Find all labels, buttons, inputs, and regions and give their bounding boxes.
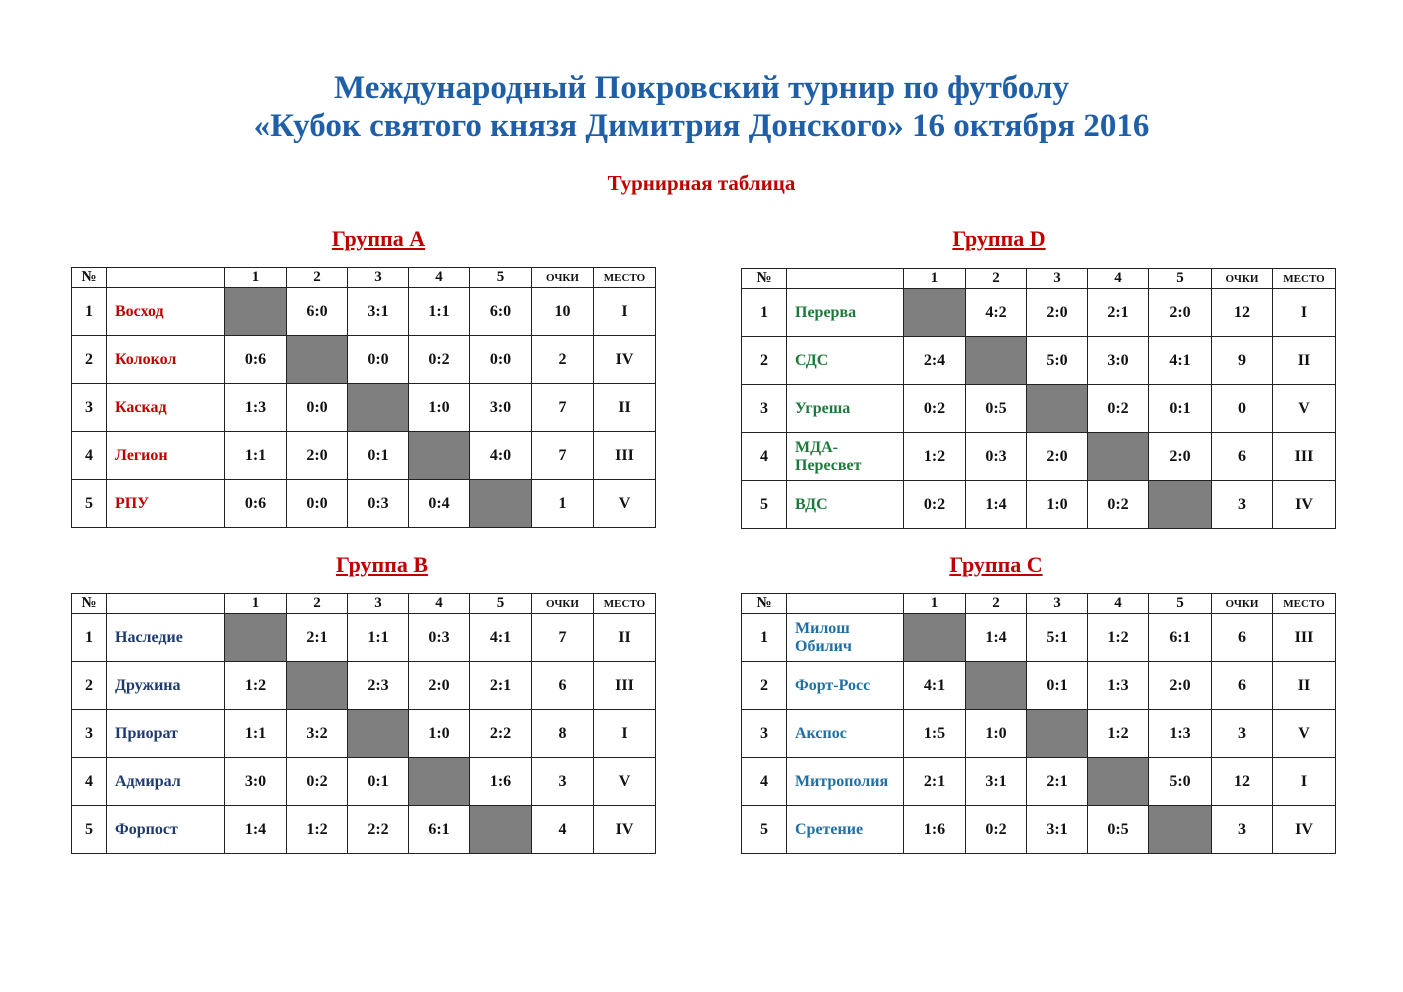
match-result: 1:0 <box>1027 481 1088 529</box>
match-result: 2:0 <box>1027 433 1088 481</box>
table-row <box>742 385 1336 433</box>
table-row <box>72 758 656 806</box>
table-row <box>72 384 656 432</box>
match-result: 5:0 <box>1027 337 1088 385</box>
header-team <box>787 269 904 289</box>
group-a-title: Группа А <box>331 226 426 251</box>
match-result: 1:4 <box>225 806 287 854</box>
row-number: 4 <box>742 758 787 806</box>
match-result: 0:2 <box>287 758 348 806</box>
row-number: 5 <box>72 806 107 854</box>
header-col-2: 2 <box>966 594 1027 614</box>
header-team <box>107 268 225 288</box>
match-result: 1:0 <box>966 710 1027 758</box>
match-result: 0:3 <box>348 480 409 528</box>
match-result: 4:1 <box>470 614 532 662</box>
header-points: ОЧКИ <box>532 594 594 614</box>
header-row <box>742 594 1336 614</box>
team-name: СДС <box>787 337 904 385</box>
team-name: ВДС <box>787 481 904 529</box>
team-name: Дружина <box>107 662 225 710</box>
match-result: 0:3 <box>966 433 1027 481</box>
header-col-5: 5 <box>1149 269 1212 289</box>
header-place: МЕСТО <box>1273 269 1336 289</box>
place-cell: V <box>594 758 656 806</box>
table-row <box>72 662 656 710</box>
self-match-cell <box>1088 433 1149 481</box>
match-result: 2:0 <box>287 432 348 480</box>
self-match-cell <box>966 662 1027 710</box>
table-row <box>72 432 656 480</box>
points-cell: 6 <box>532 662 594 710</box>
self-match-cell <box>470 480 532 528</box>
team-name: Митрополия <box>787 758 904 806</box>
row-number: 2 <box>72 662 107 710</box>
match-result: 2:1 <box>1088 289 1149 337</box>
match-result: 6:1 <box>1149 614 1212 662</box>
table-row <box>742 758 1336 806</box>
team-name: РПУ <box>107 480 225 528</box>
team-name: Акспос <box>787 710 904 758</box>
match-result: 2:0 <box>409 662 470 710</box>
row-number: 5 <box>742 481 787 529</box>
self-match-cell <box>348 710 409 758</box>
header-col-4: 4 <box>409 268 470 288</box>
match-result: 2:3 <box>348 662 409 710</box>
points-cell: 3 <box>1212 710 1273 758</box>
header-num: № <box>742 269 787 289</box>
team-name: Каскад <box>107 384 225 432</box>
header-row <box>742 269 1336 289</box>
group-a-table <box>71 267 656 528</box>
team-name: Перерва <box>787 289 904 337</box>
match-result: 2:2 <box>470 710 532 758</box>
match-result: 0:0 <box>287 480 348 528</box>
match-result: 0:6 <box>225 480 287 528</box>
row-number: 4 <box>72 758 107 806</box>
self-match-cell <box>966 337 1027 385</box>
header-col-1: 1 <box>225 268 287 288</box>
self-match-cell <box>470 806 532 854</box>
table-row <box>742 433 1336 481</box>
match-result: 0:2 <box>1088 481 1149 529</box>
match-result: 6:0 <box>287 288 348 336</box>
match-result: 5:1 <box>1027 614 1088 662</box>
place-cell: III <box>1273 614 1336 662</box>
self-match-cell <box>225 614 287 662</box>
match-result: 0:6 <box>225 336 287 384</box>
place-cell: V <box>1273 385 1336 433</box>
match-result: 4:2 <box>966 289 1027 337</box>
place-cell: II <box>1273 337 1336 385</box>
match-result: 3:1 <box>966 758 1027 806</box>
match-result: 0:0 <box>287 384 348 432</box>
title-line-1: Международный Покровский турнир по футболу <box>334 70 1069 106</box>
points-cell: 6 <box>1212 433 1273 481</box>
place-cell: II <box>1273 662 1336 710</box>
points-cell: 3 <box>1212 806 1273 854</box>
points-cell: 0 <box>1212 385 1273 433</box>
place-cell: V <box>1273 710 1336 758</box>
team-name: МДА-Пересвет <box>787 433 904 481</box>
header-col-4: 4 <box>1088 594 1149 614</box>
group-d-table <box>741 268 1336 529</box>
match-result: 1:2 <box>287 806 348 854</box>
match-result: 1:4 <box>966 614 1027 662</box>
header-team <box>107 594 225 614</box>
row-number: 3 <box>72 710 107 758</box>
header-col-2: 2 <box>966 269 1027 289</box>
row-number: 3 <box>72 384 107 432</box>
points-cell: 9 <box>1212 337 1273 385</box>
points-cell: 3 <box>532 758 594 806</box>
place-cell: I <box>594 288 656 336</box>
row-number: 1 <box>742 289 787 337</box>
match-result: 1:4 <box>966 481 1027 529</box>
team-name: Форт-Росс <box>787 662 904 710</box>
row-number: 2 <box>742 337 787 385</box>
group-c-table <box>741 593 1336 854</box>
row-number: 4 <box>72 432 107 480</box>
match-result: 2:0 <box>1149 433 1212 481</box>
match-result: 4:0 <box>470 432 532 480</box>
header-num: № <box>72 594 107 614</box>
points-cell: 1 <box>532 480 594 528</box>
match-result: 2:2 <box>348 806 409 854</box>
table-row <box>742 662 1336 710</box>
match-result: 0:2 <box>1088 385 1149 433</box>
match-result: 1:3 <box>1149 710 1212 758</box>
match-result: 0:2 <box>966 806 1027 854</box>
header-num: № <box>742 594 787 614</box>
place-cell: III <box>594 432 656 480</box>
table-row <box>742 481 1336 529</box>
place-cell: II <box>594 384 656 432</box>
header-row <box>72 268 656 288</box>
team-name: Наследие <box>107 614 225 662</box>
match-result: 1:0 <box>409 384 470 432</box>
row-number: 3 <box>742 710 787 758</box>
match-result: 2:0 <box>1027 289 1088 337</box>
header-col-1: 1 <box>904 269 966 289</box>
header-col-2: 2 <box>287 268 348 288</box>
header-num: № <box>72 268 107 288</box>
match-result: 0:0 <box>470 336 532 384</box>
place-cell: III <box>1273 433 1336 481</box>
header-col-3: 3 <box>348 594 409 614</box>
row-number: 3 <box>742 385 787 433</box>
match-result: 3:1 <box>348 288 409 336</box>
header-col-5: 5 <box>1149 594 1212 614</box>
row-number: 1 <box>72 288 107 336</box>
match-result: 6:0 <box>470 288 532 336</box>
match-result: 1:0 <box>409 710 470 758</box>
place-cell: I <box>594 710 656 758</box>
points-cell: 7 <box>532 432 594 480</box>
header-col-1: 1 <box>225 594 287 614</box>
header-place: МЕСТО <box>594 594 656 614</box>
match-result: 2:1 <box>904 758 966 806</box>
header-col-3: 3 <box>348 268 409 288</box>
points-cell: 10 <box>532 288 594 336</box>
header-points: ОЧКИ <box>1212 594 1273 614</box>
team-name: Приорат <box>107 710 225 758</box>
team-name: Адмирал <box>107 758 225 806</box>
points-cell: 12 <box>1212 289 1273 337</box>
table-row <box>742 806 1336 854</box>
self-match-cell <box>409 432 470 480</box>
match-result: 3:0 <box>225 758 287 806</box>
self-match-cell <box>1149 806 1212 854</box>
place-cell: IV <box>594 336 656 384</box>
match-result: 1:2 <box>225 662 287 710</box>
match-result: 0:2 <box>409 336 470 384</box>
place-cell: V <box>594 480 656 528</box>
team-name: Колокол <box>107 336 225 384</box>
team-name: Угреша <box>787 385 904 433</box>
team-name: Сретение <box>787 806 904 854</box>
self-match-cell <box>348 384 409 432</box>
group-d-title: Группа D <box>952 226 1046 251</box>
place-cell: III <box>594 662 656 710</box>
match-result: 0:5 <box>966 385 1027 433</box>
match-result: 1:2 <box>1088 614 1149 662</box>
table-row <box>742 710 1336 758</box>
match-result: 0:2 <box>904 481 966 529</box>
header-col-4: 4 <box>1088 269 1149 289</box>
match-result: 3:2 <box>287 710 348 758</box>
points-cell: 4 <box>532 806 594 854</box>
self-match-cell <box>904 289 966 337</box>
table-row <box>72 480 656 528</box>
match-result: 4:1 <box>904 662 966 710</box>
place-cell: IV <box>1273 481 1336 529</box>
match-result: 2:1 <box>470 662 532 710</box>
match-result: 1:5 <box>904 710 966 758</box>
match-result: 3:0 <box>470 384 532 432</box>
self-match-cell <box>225 288 287 336</box>
match-result: 1:2 <box>1088 710 1149 758</box>
match-result: 2:4 <box>904 337 966 385</box>
self-match-cell <box>904 614 966 662</box>
team-name: Восход <box>107 288 225 336</box>
header-points: ОЧКИ <box>532 268 594 288</box>
header-col-1: 1 <box>904 594 966 614</box>
team-name: Милош Обилич <box>787 614 904 662</box>
match-result: 5:0 <box>1149 758 1212 806</box>
match-result: 0:2 <box>904 385 966 433</box>
header-row <box>72 594 656 614</box>
points-cell: 6 <box>1212 662 1273 710</box>
row-number: 4 <box>742 433 787 481</box>
subtitle: Турнирная таблица <box>607 171 796 195</box>
match-result: 3:0 <box>1088 337 1149 385</box>
table-row <box>72 336 656 384</box>
self-match-cell <box>1088 758 1149 806</box>
place-cell: II <box>594 614 656 662</box>
title-line-2: «Кубок святого князя Димитрия Донского» 16 октября 2016 <box>253 108 1150 144</box>
table-row <box>742 289 1336 337</box>
row-number: 1 <box>742 614 787 662</box>
match-result: 3:1 <box>1027 806 1088 854</box>
points-cell: 2 <box>532 336 594 384</box>
group-b-table <box>71 593 656 854</box>
header-points: ОЧКИ <box>1212 269 1273 289</box>
place-cell: IV <box>594 806 656 854</box>
points-cell: 7 <box>532 614 594 662</box>
points-cell: 7 <box>532 384 594 432</box>
match-result: 1:6 <box>904 806 966 854</box>
self-match-cell <box>287 336 348 384</box>
points-cell: 8 <box>532 710 594 758</box>
match-result: 0:0 <box>348 336 409 384</box>
match-result: 1:1 <box>225 710 287 758</box>
header-col-3: 3 <box>1027 269 1088 289</box>
row-number: 2 <box>72 336 107 384</box>
points-cell: 6 <box>1212 614 1273 662</box>
place-cell: I <box>1273 289 1336 337</box>
table-row <box>72 614 656 662</box>
team-name: Легион <box>107 432 225 480</box>
row-number: 1 <box>72 614 107 662</box>
row-number: 2 <box>742 662 787 710</box>
match-result: 2:1 <box>287 614 348 662</box>
match-result: 6:1 <box>409 806 470 854</box>
table-row <box>742 614 1336 662</box>
self-match-cell <box>1027 385 1088 433</box>
group-c-title: Группа С <box>949 552 1043 577</box>
self-match-cell <box>1149 481 1212 529</box>
row-number: 5 <box>72 480 107 528</box>
place-cell: I <box>1273 758 1336 806</box>
table-row <box>72 288 656 336</box>
group-b-title: Группа В <box>335 552 429 577</box>
match-result: 0:4 <box>409 480 470 528</box>
match-result: 1:2 <box>904 433 966 481</box>
table-row <box>72 806 656 854</box>
match-result: 1:3 <box>1088 662 1149 710</box>
header-col-3: 3 <box>1027 594 1088 614</box>
match-result: 1:1 <box>225 432 287 480</box>
table-row <box>72 710 656 758</box>
self-match-cell <box>409 758 470 806</box>
match-result: 0:3 <box>409 614 470 662</box>
match-result: 0:1 <box>1027 662 1088 710</box>
header-place: МЕСТО <box>594 268 656 288</box>
match-result: 4:1 <box>1149 337 1212 385</box>
header-team <box>787 594 904 614</box>
header-col-5: 5 <box>470 594 532 614</box>
points-cell: 12 <box>1212 758 1273 806</box>
self-match-cell <box>287 662 348 710</box>
match-result: 0:1 <box>348 758 409 806</box>
match-result: 1:1 <box>409 288 470 336</box>
match-result: 1:6 <box>470 758 532 806</box>
points-cell: 3 <box>1212 481 1273 529</box>
self-match-cell <box>1027 710 1088 758</box>
team-name: Форпост <box>107 806 225 854</box>
match-result: 0:5 <box>1088 806 1149 854</box>
match-result: 0:1 <box>348 432 409 480</box>
row-number: 5 <box>742 806 787 854</box>
place-cell: IV <box>1273 806 1336 854</box>
header-col-4: 4 <box>409 594 470 614</box>
match-result: 1:3 <box>225 384 287 432</box>
match-result: 2:0 <box>1149 289 1212 337</box>
table-row <box>742 337 1336 385</box>
match-result: 0:1 <box>1149 385 1212 433</box>
header-col-5: 5 <box>470 268 532 288</box>
match-result: 2:1 <box>1027 758 1088 806</box>
match-result: 1:1 <box>348 614 409 662</box>
header-place: МЕСТО <box>1273 594 1336 614</box>
match-result: 2:0 <box>1149 662 1212 710</box>
header-col-2: 2 <box>287 594 348 614</box>
